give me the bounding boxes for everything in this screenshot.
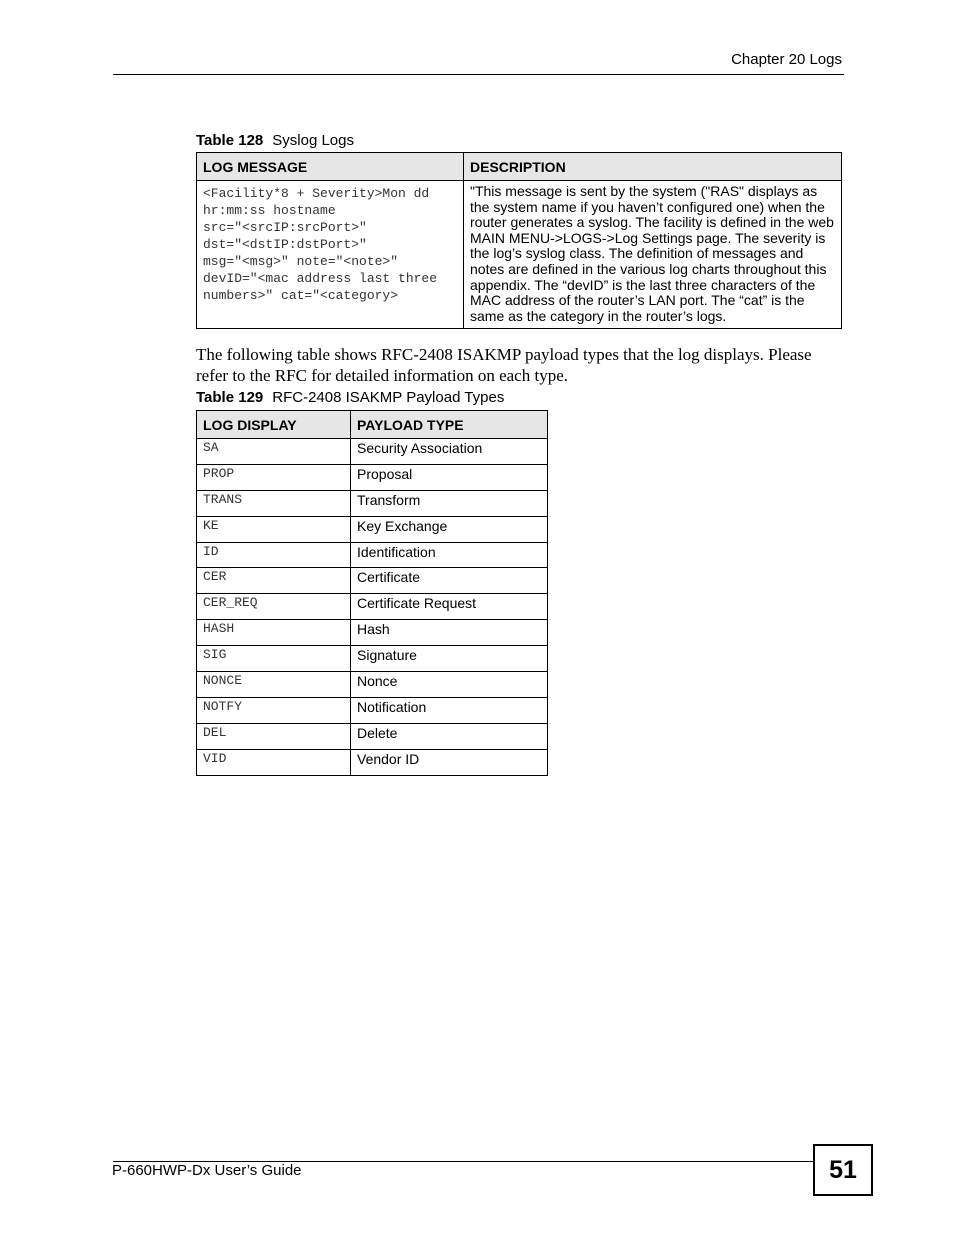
column-header-description: DESCRIPTION xyxy=(464,153,842,181)
table-row xyxy=(197,568,548,594)
table-129-caption xyxy=(196,389,504,406)
description-cell xyxy=(464,181,842,329)
column-header-payload-type: PAYLOAD TYPE xyxy=(351,411,548,439)
table-row xyxy=(197,439,548,465)
table-row xyxy=(197,490,548,516)
log-display-cell: NONCE xyxy=(197,672,351,698)
log-display-cell: CER_REQ xyxy=(197,594,351,620)
table-129-number: Table 129 xyxy=(196,389,264,406)
table-128-caption xyxy=(196,132,354,149)
message-line: msg="<msg>" note="<note>" xyxy=(203,254,399,269)
payload-type-cell: Certificate xyxy=(351,568,548,594)
payload-type-cell: Vendor ID xyxy=(351,749,548,775)
description-line: "This message is sent by the system ("RAS" displays as xyxy=(470,183,818,199)
payload-type-cell: Certificate Request xyxy=(351,594,548,620)
table-row xyxy=(197,697,548,723)
column-header-log-display: LOG DISPLAY xyxy=(197,411,351,439)
guide-title: P-660HWP-Dx User’s Guide xyxy=(112,1162,302,1179)
description-line: router generates a syslog. The facility is defined in the web xyxy=(470,214,834,231)
chapter-header: Chapter 20 Logs xyxy=(731,51,842,68)
log-display-cell: TRANS xyxy=(197,490,351,516)
log-display-cell: ID xyxy=(197,542,351,568)
payload-type-cell: Signature xyxy=(351,646,548,672)
header-divider xyxy=(113,74,844,75)
log-display-cell: SIG xyxy=(197,646,351,672)
description-line: MAIN MENU->LOGS->Log Settings page. The severity is xyxy=(470,229,826,246)
payload-type-cell: Transform xyxy=(351,490,548,516)
log-display-cell: HASH xyxy=(197,620,351,646)
payload-type-cell: Identification xyxy=(351,542,548,568)
table-row xyxy=(197,723,548,749)
description-line: same as the category in the router’s logs. xyxy=(470,307,727,324)
description-line: appendix. The “devID” is the last three characters of the xyxy=(470,276,816,293)
message-line: hr:mm:ss hostname xyxy=(203,203,336,218)
log-display-cell: PROP xyxy=(197,464,351,490)
page-number: 51 xyxy=(813,1144,873,1196)
log-message-cell xyxy=(197,181,464,329)
payload-type-cell: Security Association xyxy=(351,439,548,465)
table-row xyxy=(197,516,548,542)
table-row xyxy=(197,464,548,490)
column-header-log-message: LOG MESSAGE xyxy=(197,153,464,181)
payload-type-cell: Notification xyxy=(351,697,548,723)
payload-type-cell: Proposal xyxy=(351,464,548,490)
table-128-number: Table 128 xyxy=(196,132,264,149)
payload-type-cell: Hash xyxy=(351,620,548,646)
table-row xyxy=(197,542,548,568)
description-line: the log’s syslog class. The definition of messages and xyxy=(470,245,804,262)
payload-type-cell: Delete xyxy=(351,723,548,749)
log-display-cell: VID xyxy=(197,749,351,775)
description-line: MAC address of the router’s LAN port. The “cat” is the xyxy=(470,292,805,309)
table-129-title: RFC-2408 ISAKMP Payload Types xyxy=(272,389,505,406)
message-line: devID="<mac address last three xyxy=(203,271,438,286)
isakmp-payload-types-table xyxy=(196,410,548,776)
payload-type-cell: Nonce xyxy=(351,672,548,698)
message-line: <Facility*8 + Severity>Mon dd xyxy=(203,186,430,201)
description-line: the system name if you haven’t configured one) when the xyxy=(470,198,825,215)
body-paragraph: The following table shows RFC-2408 ISAKMP payload types that the log displays. Please refer to the RFC for detailed information on each type. xyxy=(196,345,812,385)
table-row xyxy=(197,646,548,672)
message-line: numbers>" cat="<category> xyxy=(203,288,399,303)
syslog-logs-table xyxy=(196,152,842,329)
log-display-cell: CER xyxy=(197,568,351,594)
log-display-cell: KE xyxy=(197,516,351,542)
message-line: dst="<dstIP:dstPort>" xyxy=(203,237,367,252)
description-line: notes are defined in the various log charts throughout this xyxy=(470,260,827,277)
table-row xyxy=(197,620,548,646)
log-display-cell: DEL xyxy=(197,723,351,749)
log-display-cell: NOTFY xyxy=(197,697,351,723)
log-display-cell: SA xyxy=(197,439,351,465)
message-line: src="<srcIP:srcPort>" xyxy=(203,220,367,235)
table-128-title: Syslog Logs xyxy=(272,132,354,149)
table-row xyxy=(197,749,548,775)
table-row xyxy=(197,594,548,620)
table-row xyxy=(197,672,548,698)
payload-type-cell: Key Exchange xyxy=(351,516,548,542)
table-row xyxy=(197,181,842,329)
